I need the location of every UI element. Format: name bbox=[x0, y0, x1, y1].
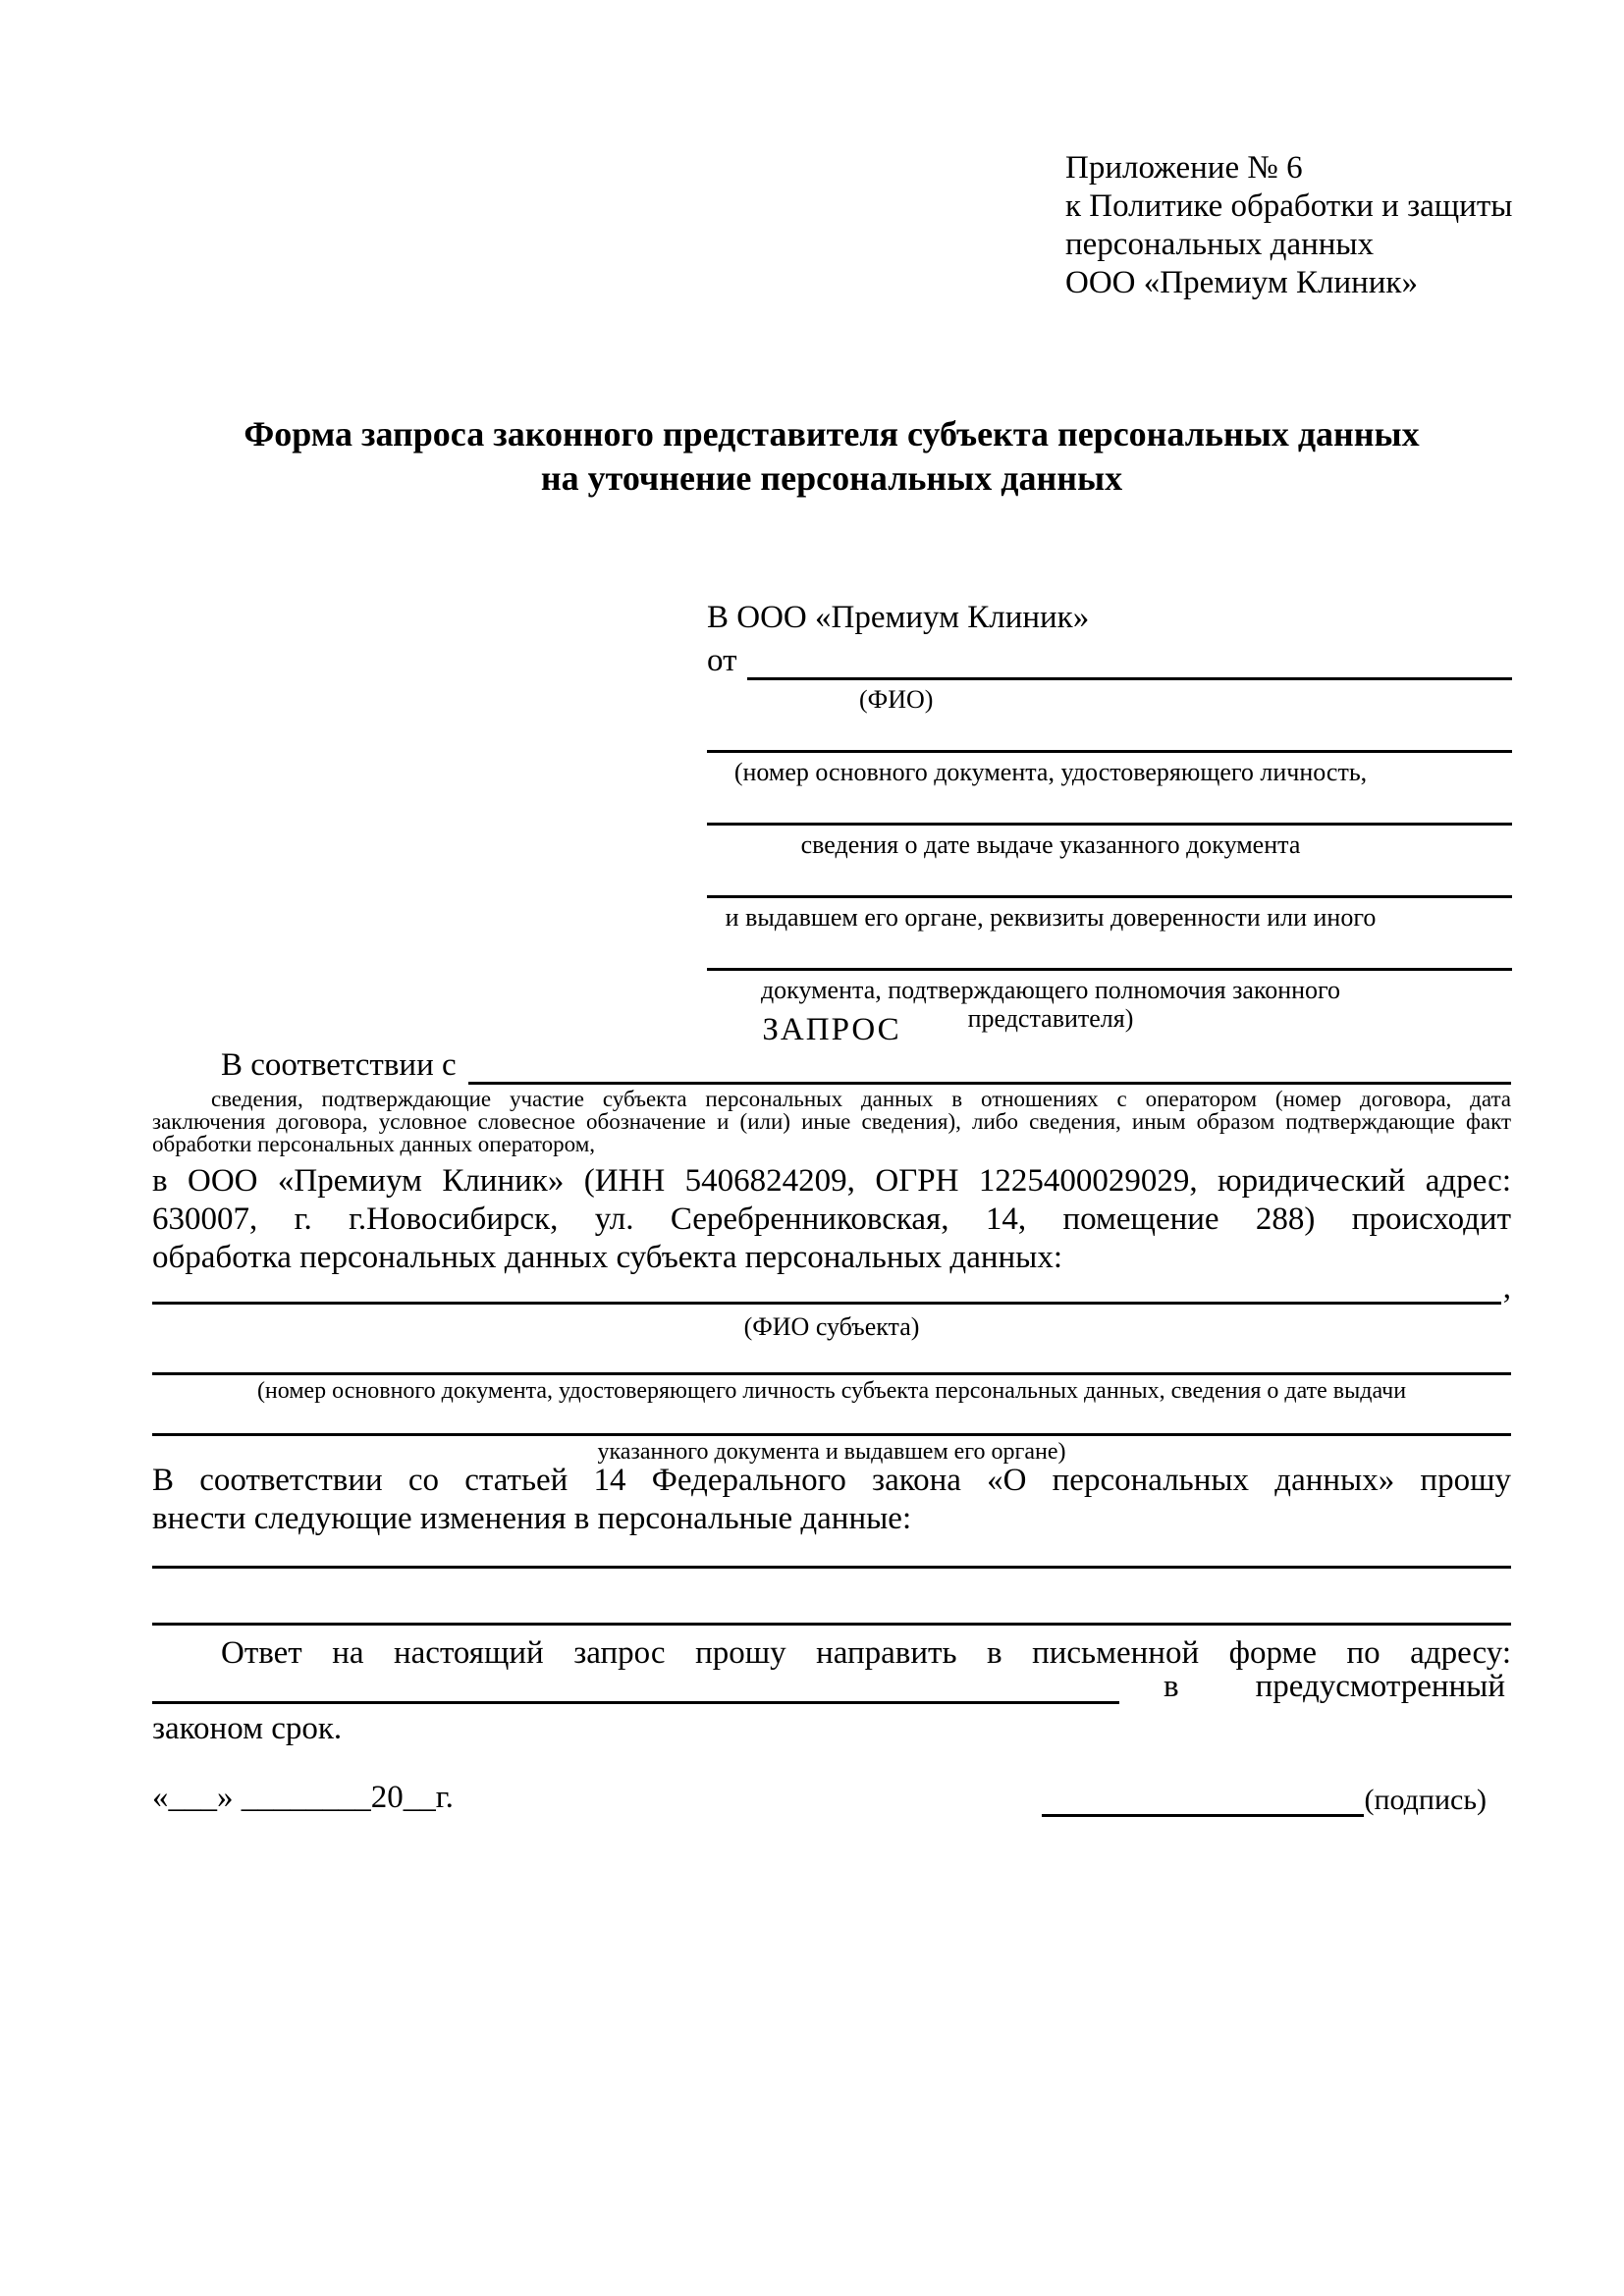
footnote-line-2: заключения договора, условное словесное обозначение и (или) иные сведения), либо сведения, иным образом подтверждающие факт bbox=[152, 1109, 1511, 1134]
operator-line-3: обработка персональных данных субъекта персональных данных: bbox=[152, 1240, 1062, 1275]
representative-doc-blank-1[interactable] bbox=[707, 750, 1512, 753]
answer-line-3: законом срок. bbox=[152, 1711, 343, 1746]
appendix-line-2: к Политике обработки и защиты bbox=[1065, 188, 1513, 224]
signature-blank[interactable] bbox=[1042, 1785, 1364, 1817]
subject-fio-blank[interactable] bbox=[152, 1272, 1501, 1305]
article-paragraph bbox=[152, 1462, 1511, 1538]
representative-doc-caption-2: сведения о дате выдаче указанного документа bbox=[800, 830, 1301, 859]
appendix-line-4: ООО «Премиум Клиник» bbox=[1065, 265, 1418, 300]
answer-line-1: Ответ на настоящий запрос прошу направить в письменной форме по адресу: bbox=[221, 1635, 1511, 1671]
form-title-line1: Форма запроса законного представителя субъекта персональных данных bbox=[244, 414, 1420, 454]
answer-word-2: предусмотренный bbox=[1255, 1669, 1505, 1704]
changes-blank-1[interactable] bbox=[152, 1536, 1511, 1569]
representative-fio-caption: (ФИО) bbox=[859, 685, 934, 714]
appendix-note bbox=[1065, 149, 1527, 302]
answer-address-row bbox=[152, 1669, 1511, 1704]
request-heading: ЗАПРОС bbox=[762, 1012, 901, 1047]
appendix-line-3: персональных данных bbox=[1065, 227, 1375, 262]
representative-fio-blank[interactable] bbox=[747, 644, 1513, 680]
accordance-blank[interactable] bbox=[468, 1052, 1511, 1085]
subject-fio-caption: (ФИО субъекта) bbox=[743, 1312, 920, 1341]
accordance-row bbox=[152, 1046, 1511, 1085]
form-title-line2: на уточнение персональных данных bbox=[540, 458, 1123, 498]
appendix-line-1: Приложение № 6 bbox=[1065, 150, 1303, 186]
answer-address-blank[interactable] bbox=[152, 1672, 1119, 1704]
subject-doc-blank-2[interactable] bbox=[152, 1404, 1511, 1436]
article-line-1: В соответствии со статьей 14 Федерального закона «О персональных данных» прошу bbox=[152, 1463, 1511, 1498]
subject-doc-caption-2: указанного документа и выдавшем его органе) bbox=[597, 1439, 1066, 1465]
addressee-to: В ООО «Премиум Клиник» bbox=[707, 600, 1090, 635]
footnote-line-3: обработки персональных данных оператором, bbox=[152, 1132, 595, 1156]
representative-doc-caption-4: документа, подтверждающего полномочия законного представителя) bbox=[760, 976, 1341, 1033]
changes-blank-2[interactable] bbox=[152, 1593, 1511, 1626]
operator-paragraph bbox=[152, 1162, 1511, 1277]
subject-fio-row bbox=[152, 1272, 1511, 1305]
operator-line-1: в ООО «Премиум Клиник» (ИНН 5406824209, ОГРН 1225400029029, юридический адрес: bbox=[152, 1163, 1511, 1199]
signature-group bbox=[1042, 1784, 1487, 1817]
representative-doc-blank-2[interactable] bbox=[707, 823, 1512, 826]
signature-caption: (подпись) bbox=[1364, 1784, 1487, 1816]
form-title bbox=[152, 412, 1511, 501]
footnote bbox=[152, 1088, 1511, 1155]
operator-line-2: 630007, г. г.Новосибирск, ул. Серебренниковская, 14, помещение 288) происходит bbox=[152, 1201, 1511, 1237]
accordance-label: В соответствии с bbox=[221, 1047, 457, 1083]
subject-doc-blank-1[interactable] bbox=[152, 1343, 1511, 1375]
answer-word-1: в bbox=[1164, 1669, 1179, 1704]
article-line-2: внести следующие изменения в персональные данные: bbox=[152, 1501, 912, 1536]
representative-doc-caption-3: и выдавшем его органе, реквизиты доверенности или иного bbox=[725, 903, 1377, 932]
representative-doc-caption-1: (номер основного документа, удостоверяющего личность, bbox=[733, 758, 1368, 786]
from-row bbox=[707, 642, 1512, 680]
date-signature-row bbox=[152, 1779, 1511, 1817]
footnote-line-1: сведения, подтверждающие участие субъекта персональных данных в отношениях с оператором (номер договора, дата bbox=[211, 1087, 1511, 1111]
representative-doc-blank-3[interactable] bbox=[707, 895, 1512, 898]
addressee-block bbox=[707, 599, 1512, 1033]
trailing-comma: , bbox=[1502, 1270, 1511, 1306]
representative-doc-blank-4[interactable] bbox=[707, 968, 1512, 971]
answer-words bbox=[1119, 1669, 1511, 1704]
date-blank[interactable]: «___» ________20__г. bbox=[152, 1780, 454, 1815]
from-label: от bbox=[707, 643, 737, 678]
subject-doc-caption-1: (номер основного документа, удостоверяющего личность субъекта персональных данных, сведения о дате выдачи bbox=[256, 1378, 1407, 1404]
